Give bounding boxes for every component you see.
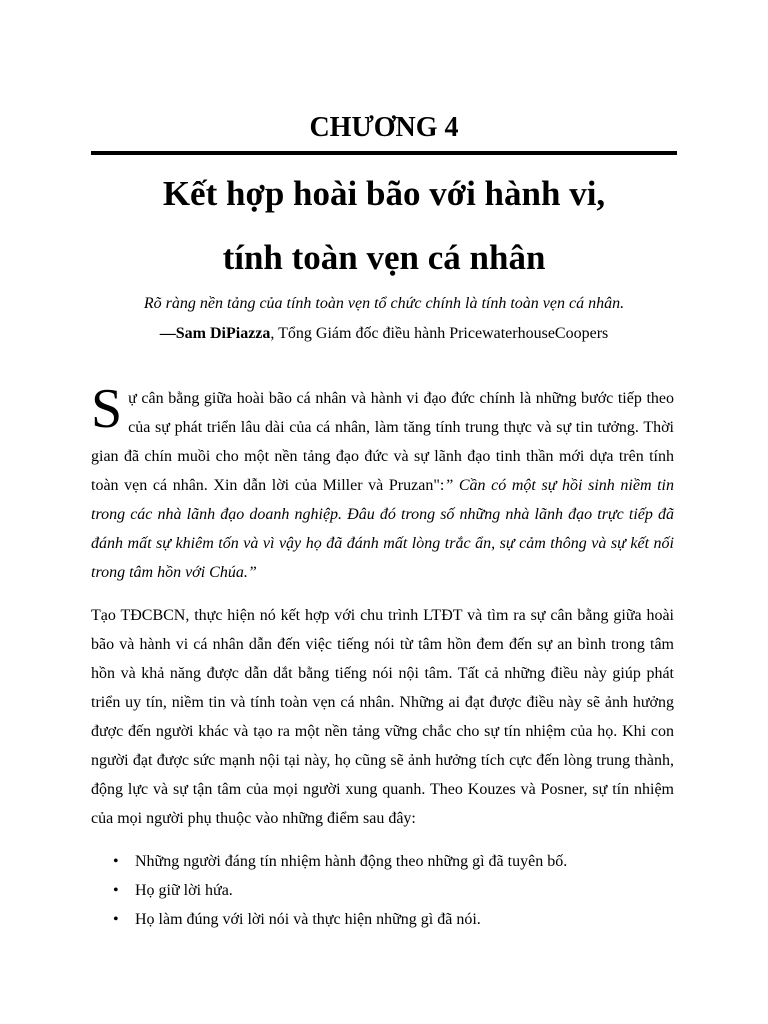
bullet-icon: •: [113, 911, 119, 928]
chapter-title-line-2: tính toàn vẹn cá nhân: [222, 238, 546, 277]
epigraph-attribution: [80, 319, 688, 349]
epigraph-author-role: , Tổng Giám đốc điều hành PricewaterhouseCoopers: [270, 325, 609, 342]
chapter-title-line-1: Kết hợp hoài bão với hành vi,: [162, 174, 606, 213]
bullet-icon: •: [113, 882, 119, 899]
epigraph-author: —Sam DiPiazza: [159, 325, 271, 342]
chapter-heading: CHƯƠNG 4: [309, 112, 459, 143]
list-item-text: Họ làm đúng với lời nói và thực hiện những gì đã nói.: [135, 911, 481, 928]
list-item: [91, 905, 674, 934]
drop-cap: S: [91, 378, 123, 440]
chapter-title: [0, 162, 768, 290]
list-item: [91, 876, 674, 905]
epigraph-quote: Rõ ràng nền tảng của tính toàn vẹn tổ chức chính là tính toàn vẹn cá nhân.: [143, 295, 625, 312]
bullet-list: [91, 847, 674, 934]
list-item-text: Họ giữ lời hứa.: [135, 882, 233, 899]
paragraph-2: Tạo TĐCBCN, thực hiện nó kết hợp với chu trình LTĐT và tìm ra sự cân bằng giữa hoài bão và hành vi cá nhân dẫn đến việc tiếng nói từ tâm hồn đem đến sự an bình trong tâm hồn và khả năng được dẫn dắt bằng tiếng nói nội tâm. Tất cả những điều này giúp phát triển uy tín, niềm tin và tính toàn vẹn cá nhân. Những ai đạt được điều này sẽ ảnh hưởng được đến người khác và tạo ra một nền tảng vững chắc cho sự tín nhiệm của họ. Khi con người đạt được sức mạnh nội tại này, họ cũng sẽ ảnh hưởng tích cực đến lòng trung thành, động lực và sự tận tâm của mọi người xung quanh. Theo Kouzes và Posner, sự tín nhiệm của mọi người phụ thuộc vào những điểm sau đây:: [91, 607, 674, 827]
bullet-icon: •: [113, 853, 119, 870]
paragraph-1-text: ự cân bằng giữa hoài bão cá nhân và hành vi đạo đức chính là những bước tiếp theo của sự phát triển lâu dài của cá nhân, làm tăng tính trung thực và sự tin tưởng. Thời gian đã chín muồi cho một nền tảng đạo đức và sự lãnh đạo tinh thần mới dựa trên tính toàn vẹn cá nhân. Xin dẫn lời của Miller và Pruzan":: [91, 390, 674, 494]
paragraph-1-quote: ” Cần có một sự hồi sinh niềm tin trong các nhà lãnh đạo doanh nghiệp. Đâu đó trong số những nhà lãnh đạo trực tiếp đã đánh mất sự khiêm tốn và vì vậy họ đã đánh mất lòng trắc ẩn, sự cảm thông và sự kết nối trong tâm hồn với Chúa.”: [91, 477, 675, 581]
list-item-text: Những người đáng tín nhiệm hành động theo những gì đã tuyên bố.: [135, 853, 568, 870]
list-item: [91, 847, 674, 876]
heading-divider: [91, 151, 677, 155]
epigraph: [80, 289, 688, 349]
body-text: [91, 378, 675, 934]
paragraph-1: [91, 378, 675, 587]
